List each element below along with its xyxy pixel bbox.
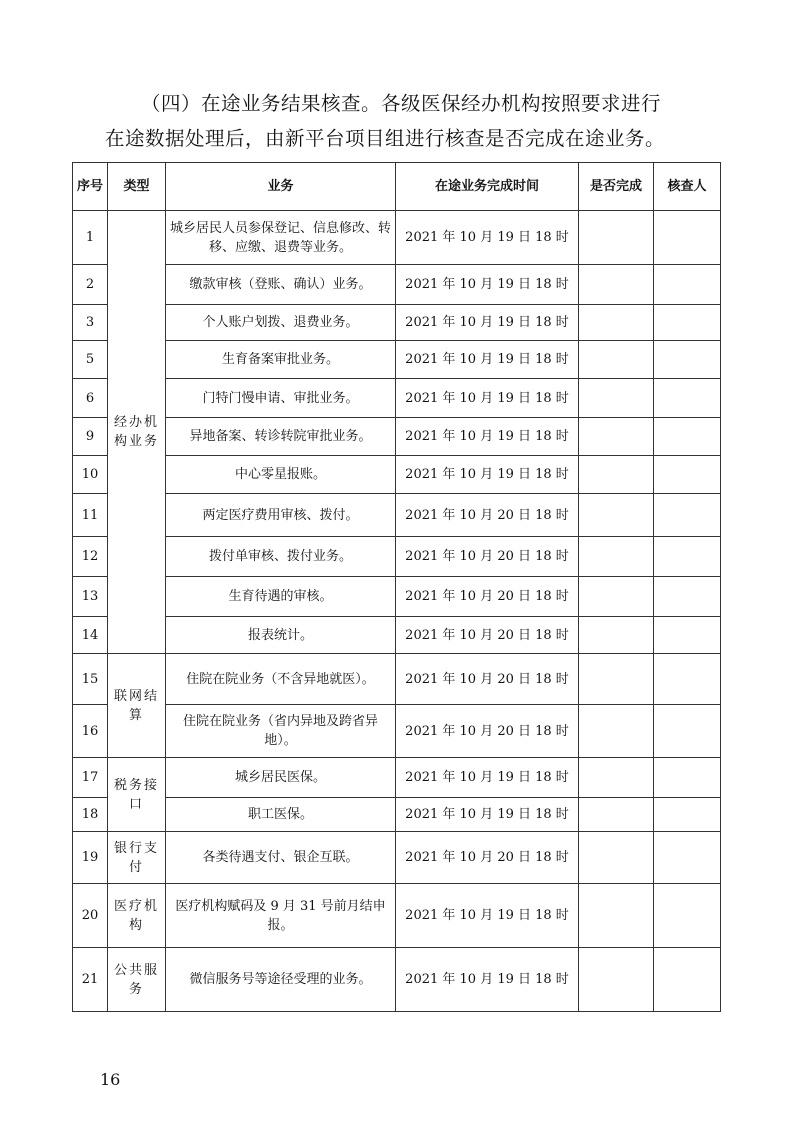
table-row: [73, 617, 721, 654]
header-type: 类型: [108, 163, 166, 211]
row-time: 2021 年 10 月 20 日 18 时: [396, 832, 579, 884]
row-task: 各类待遇支付、银企互联。: [166, 832, 396, 884]
row-done: [579, 798, 654, 832]
row-no: 10: [73, 456, 108, 494]
row-done: [579, 494, 654, 537]
row-checker: [654, 211, 721, 265]
row-checker: [654, 577, 721, 617]
row-checker: [654, 758, 721, 798]
table-row: [73, 577, 721, 617]
row-no: 6: [73, 379, 108, 418]
row-time: 2021 年 10 月 19 日 18 时: [396, 418, 579, 456]
row-time: 2021 年 10 月 19 日 18 时: [396, 211, 579, 265]
intro-line-2: 在途数据处理后，由新平台项目组进行核查是否完成在途业务。: [105, 127, 666, 150]
row-no: 3: [73, 305, 108, 341]
table-row: [73, 884, 721, 948]
row-task: 中心零星报账。: [166, 456, 396, 494]
row-done: [579, 705, 654, 758]
row-checker: [654, 341, 721, 379]
table-row: [73, 832, 721, 884]
row-checker: [654, 305, 721, 341]
header-no: 序号: [73, 163, 108, 211]
row-task: 生育备案审批业务。: [166, 341, 396, 379]
row-no: 11: [73, 494, 108, 537]
row-time: 2021 年 10 月 20 日 18 时: [396, 705, 579, 758]
header-done: 是否完成: [579, 163, 654, 211]
row-task: 报表统计。: [166, 617, 396, 654]
row-time: 2021 年 10 月 19 日 18 时: [396, 305, 579, 341]
row-checker: [654, 617, 721, 654]
row-task: 异地备案、转诊转院审批业务。: [166, 418, 396, 456]
row-done: [579, 305, 654, 341]
table-row: [73, 418, 721, 456]
row-checker: [654, 884, 721, 948]
category-cell: 公共服务: [108, 948, 166, 1012]
row-time: 2021 年 10 月 20 日 18 时: [396, 494, 579, 537]
header-task: 业务: [166, 163, 396, 211]
row-task: 职工医保。: [166, 798, 396, 832]
table-row: [73, 211, 721, 265]
intro-line-1: （四）在途业务结果核查。各级医保经办机构按照要求进行: [141, 92, 662, 115]
table-row: [73, 456, 721, 494]
row-checker: [654, 537, 721, 577]
table-row: [73, 341, 721, 379]
category-cell: 税务接口: [108, 758, 166, 832]
row-no: 12: [73, 537, 108, 577]
table-header-row: [73, 163, 721, 211]
row-no: 21: [73, 948, 108, 1012]
table-row: [73, 265, 721, 305]
row-no: 18: [73, 798, 108, 832]
row-task: 住院在院业务（省内异地及跨省异地）。: [166, 705, 396, 758]
row-time: 2021 年 10 月 19 日 18 时: [396, 884, 579, 948]
row-task: 生育待遇的审核。: [166, 577, 396, 617]
row-done: [579, 617, 654, 654]
row-task: 城乡居民人员参保登记、信息修改、转移、应缴、退费等业务。: [166, 211, 396, 265]
row-done: [579, 456, 654, 494]
row-task: 微信服务号等途径受理的业务。: [166, 948, 396, 1012]
row-done: [579, 265, 654, 305]
row-checker: [654, 265, 721, 305]
header-time: 在途业务完成时间: [396, 163, 579, 211]
row-time: 2021 年 10 月 19 日 18 时: [396, 265, 579, 305]
row-task: 住院在院业务（不含异地就医）。: [166, 654, 396, 705]
row-checker: [654, 705, 721, 758]
row-time: 2021 年 10 月 20 日 18 时: [396, 617, 579, 654]
row-done: [579, 341, 654, 379]
row-done: [579, 537, 654, 577]
row-checker: [654, 494, 721, 537]
row-checker: [654, 798, 721, 832]
table-row: [73, 537, 721, 577]
intro-paragraph: [105, 86, 705, 156]
row-checker: [654, 456, 721, 494]
row-no: 20: [73, 884, 108, 948]
row-done: [579, 948, 654, 1012]
category-cell: 经办机构业务: [108, 211, 166, 654]
row-task: 拨付单审核、拨付业务。: [166, 537, 396, 577]
row-checker: [654, 832, 721, 884]
row-no: 17: [73, 758, 108, 798]
row-done: [579, 577, 654, 617]
table-row: [73, 379, 721, 418]
row-task: 医疗机构赋码及 9 月 31 号前月结申报。: [166, 884, 396, 948]
category-cell: 医疗机构: [108, 884, 166, 948]
row-done: [579, 418, 654, 456]
row-no: 13: [73, 577, 108, 617]
row-no: 14: [73, 617, 108, 654]
row-checker: [654, 654, 721, 705]
row-time: 2021 年 10 月 19 日 18 时: [396, 379, 579, 418]
category-cell: 联网结算: [108, 654, 166, 758]
row-time: 2021 年 10 月 19 日 18 时: [396, 948, 579, 1012]
row-no: 5: [73, 341, 108, 379]
row-done: [579, 211, 654, 265]
row-done: [579, 379, 654, 418]
row-time: 2021 年 10 月 19 日 18 时: [396, 798, 579, 832]
row-time: 2021 年 10 月 20 日 18 时: [396, 537, 579, 577]
row-checker: [654, 948, 721, 1012]
row-task: 缴款审核（登账、确认）业务。: [166, 265, 396, 305]
table-row: [73, 948, 721, 1012]
row-done: [579, 654, 654, 705]
header-checker: 核查人: [654, 163, 721, 211]
row-no: 2: [73, 265, 108, 305]
row-time: 2021 年 10 月 19 日 18 时: [396, 456, 579, 494]
row-task: 城乡居民医保。: [166, 758, 396, 798]
table-row: [73, 798, 721, 832]
table-row: [73, 705, 721, 758]
row-done: [579, 884, 654, 948]
row-no: 9: [73, 418, 108, 456]
row-done: [579, 832, 654, 884]
row-no: 16: [73, 705, 108, 758]
row-checker: [654, 418, 721, 456]
row-no: 15: [73, 654, 108, 705]
table-row: [73, 654, 721, 705]
row-time: 2021 年 10 月 20 日 18 时: [396, 654, 579, 705]
row-time: 2021 年 10 月 20 日 18 时: [396, 577, 579, 617]
business-check-table: [72, 162, 721, 1012]
row-task: 门特门慢申请、审批业务。: [166, 379, 396, 418]
category-cell: 银行支付: [108, 832, 166, 884]
row-no: 19: [73, 832, 108, 884]
row-time: 2021 年 10 月 19 日 18 时: [396, 341, 579, 379]
row-done: [579, 758, 654, 798]
table-row: [73, 305, 721, 341]
row-task: 个人账户划拨、退费业务。: [166, 305, 396, 341]
row-checker: [654, 379, 721, 418]
row-time: 2021 年 10 月 19 日 18 时: [396, 758, 579, 798]
table-row: [73, 758, 721, 798]
page-number: 16: [100, 1070, 121, 1089]
table-row: [73, 494, 721, 537]
row-no: 1: [73, 211, 108, 265]
row-task: 两定医疗费用审核、拨付。: [166, 494, 396, 537]
